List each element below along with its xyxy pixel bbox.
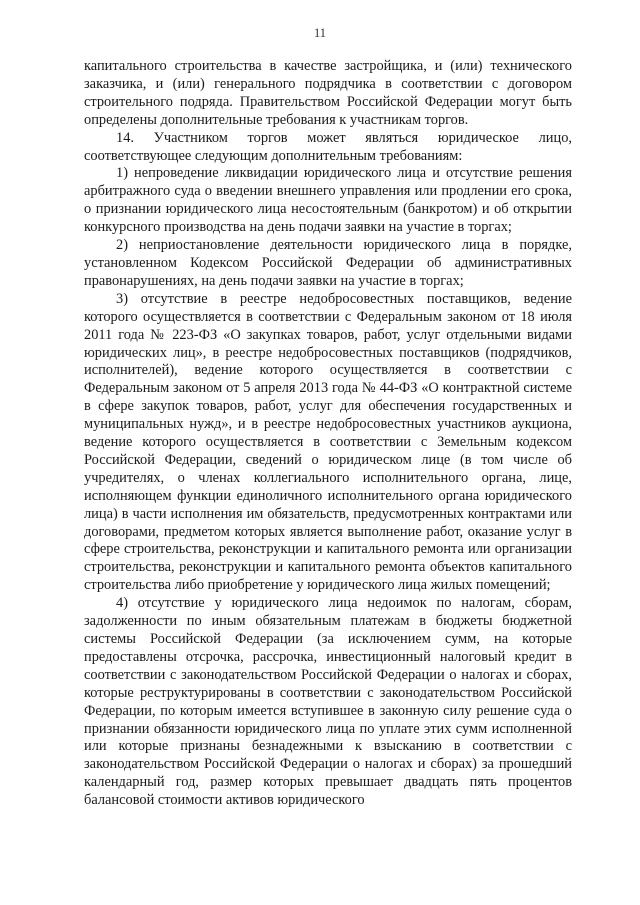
paragraph-item-4: 4) отсутствие у юридического лица недоимок по налогам, сборам, задолженности по иным обязательным платежам в бюджеты бюджетной системы Российской Федерации (за исключением сумм, на которые предоставлены отсрочка, рассрочка, инвестиционный налоговый кредит в соответствии с законодательством Российской Федерации о налогах и сборах, которые реструктурированы в соответствии с законодательством Российской Федерации, по которым имеется вступившее в законную силу решение суда о признании обязанности юридического лица по уплате этих сумм исполненной или которые признаны безнадежными к взысканию в соответствии с законодательством Российской Федерации о налогах и сборах) за прошедший календарный год, размер которых превышает двадцать пять процентов балансовой стоимости активов юридического [84, 595, 572, 809]
paragraph-clause-14: 14. Участником торгов может являться юридическое лицо, соответствующее следующим дополнительным требованиям: [84, 129, 572, 164]
paragraph-item-3: 3) отсутствие в реестре недобросовестных поставщиков, ведение которого осуществляется в соответствии с Федеральным законом от 18 июля 2011 года № 223-ФЗ «О закупках товаров, работ, услуг отдельными видами юридических лиц», в реестре недобросовестных поставщиков (подрядчиков, исполнителей), ведение которого осуществляется в соответствии с Федеральным законом от 5 апреля 2013 года № 44-ФЗ «О контрактной системе в сфере закупок товаров, работ, услуг для обеспечения государственных и муниципальных нужд», и в реестре недобросовестных участников аукциона, ведение которого осуществляется в соответствии с Земельным кодексом Российской Федерации, сведений о юридическом лице (в том числе об учредителях, о членах коллегиального исполнительного органа, лице, исполняющем функции единоличного исполнительного органа юридического лица) в части исполнения им обязательств, предусмотренных контрактами или договорами, предметом которых является выполнение работ, оказание услуг в сфере строительства, реконструкции и капитального ремонта или организации строительства, реконструкции и капитального ремонта объектов капитального строительства либо приобретение у юридического лица жилых помещений; [84, 290, 572, 594]
paragraph-item-1: 1) непроведение ликвидации юридического лица и отсутствие решения арбитражного суда о введении внешнего управления или продлении его срока, о признании юридического лица несостоятельным (банкротом) и об открытии конкурсного производства на день подачи заявки на участие в торгах; [84, 165, 572, 236]
paragraph-item-2: 2) неприостановление деятельности юридического лица в порядке, установленном Кодексом Российской Федерации об административных правонарушениях, на день подачи заявки на участие в торгах; [84, 237, 572, 289]
paragraph-continuation: капитального строительства в качестве застройщика, и (или) технического заказчика, и (или) генерального подрядчика в соответствии с договором строительного подряда. Правительством Российской Федерации могут быть определены дополнительные требования к участникам торгов. [84, 58, 572, 128]
page-number: 11 [313, 26, 327, 40]
document-body [84, 58, 572, 810]
